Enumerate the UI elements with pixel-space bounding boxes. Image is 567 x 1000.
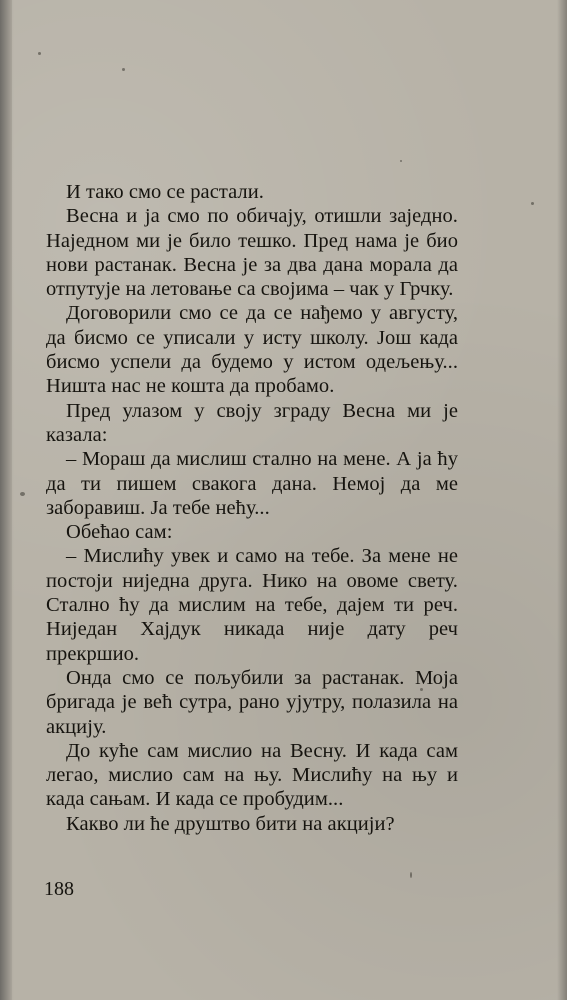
paragraph: Пред улазом у своју зграду Весна ми је казала: bbox=[46, 399, 458, 446]
paper-speck bbox=[410, 872, 412, 878]
paragraph: Договорили смо се да се нађемо у августу, да бисмо се уписали у исту школу. Још када бисмо успели да будемо у истом одељењу... Ништа нас не кошта да пробамо. bbox=[46, 302, 458, 398]
page-edge-shadow bbox=[557, 0, 567, 1000]
paragraph: Онда смо се пољубили за растанак. Моја бригада је већ сутра, рано ујутру, полазила на акцију. bbox=[46, 666, 458, 738]
paragraph: Весна и ја смо по обичају, отишли заједно. Наједном ми је било тешко. Пред нама је био нови растанак. Весна је за два дана морала да отпутује на летовање са својима – чак у Грчку. bbox=[46, 205, 458, 301]
paragraph: До куће сам мислио на Весну. И када сам легао, мислио сам на њу. Мислићу на њу и када сањам. И када се пробудим... bbox=[46, 739, 458, 811]
paper-speck bbox=[20, 492, 25, 496]
paragraph: Какво ли ће друштво бити на акцији? bbox=[66, 812, 395, 835]
paper-speck bbox=[38, 52, 41, 55]
paragraph: И тако смо се растали. bbox=[66, 181, 264, 203]
body-text bbox=[46, 180, 458, 836]
page-number: 188 bbox=[44, 878, 74, 900]
paragraph: – Мораш да мислиш стално на мене. А ја ћу да ти пишем свакога дана. Немој да ме заборавиш. Ја тебе нећу... bbox=[46, 448, 458, 519]
paper-speck bbox=[122, 68, 125, 71]
paragraph: – Мислићу увек и само на тебе. За мене не постоји ниједна друга. Нико на овоме свету. Стално ћу да мислим на тебе, дајем ти реч. Ниједан Хајдук никада није дату реч прекршио. bbox=[46, 545, 458, 665]
paper-speck bbox=[531, 202, 534, 205]
book-spine-shadow bbox=[0, 0, 12, 1000]
paragraph: Обећао сам: bbox=[66, 521, 173, 544]
paper-speck bbox=[400, 160, 402, 162]
